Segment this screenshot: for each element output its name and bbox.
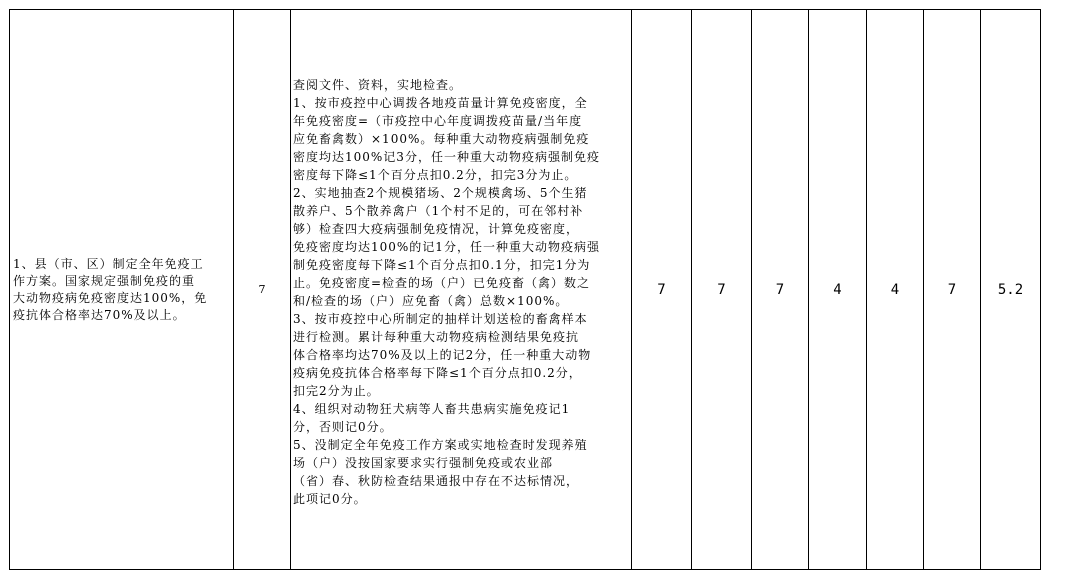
method-line: 止。免疫密度=检查的场（户）已免疫畜（禽）数之	[293, 276, 591, 290]
method-line: 和/检查的场（户）应免畜（禽）总数×100%。	[293, 294, 569, 308]
item-line: 作方案。国家规定强制免疫的重	[13, 273, 196, 288]
method-line: 1、按市疫控中心调拨各地疫苗量计算免疫密度，全	[293, 96, 588, 110]
method-line: 散养户、5个散养禽户（1个村不足的，可在邻村补	[293, 204, 584, 218]
method-line: 密度每下降≤1个百分点扣0.2分，扣完3分为止。	[293, 168, 578, 182]
method-line: 进行检测。累计每种重大动物疫病检测结果免疫抗	[293, 330, 580, 344]
score-cell: 5.2	[981, 10, 1041, 570]
method-line: 应免畜禽数）×100%。每种重大动物疫病强制免疫	[293, 132, 590, 146]
method-line: 5、没制定全年免疫工作方案或实地检查时发现养殖	[293, 438, 588, 452]
assessment-table	[9, 9, 1041, 570]
method-line: 此项记0分。	[293, 492, 367, 506]
method-line: （省）春、秋防检查结果通报中存在不达标情况，	[293, 474, 580, 488]
score-cell: 4	[867, 10, 924, 570]
method-line: 年免疫密度=（市疫控中心年度调拨疫苗量/当年度	[293, 114, 583, 128]
assessment-method-cell	[291, 10, 632, 570]
table-row	[10, 10, 1041, 570]
score-cell: 7	[632, 10, 692, 570]
method-line: 体合格率均达70%及以上的记2分，任一种重大动物	[293, 348, 592, 362]
item-line: 疫抗体合格率达70%及以上。	[13, 307, 186, 322]
item-line: 1、县（市、区）制定全年免疫工	[13, 256, 204, 271]
score-cell: 4	[809, 10, 867, 570]
method-line: 够）检查四大疫病强制免疫情况，计算免疫密度，	[293, 222, 580, 236]
score-cell: 7	[924, 10, 981, 570]
method-line: 4、组织对动物狂犬病等人畜共患病实施免疫记1	[293, 402, 571, 416]
method-line: 制免疫密度每下降≤1个百分点扣0.1分，扣完1分为	[293, 258, 591, 272]
assessment-item-cell	[10, 10, 234, 570]
standard-score-cell: 7	[234, 10, 291, 570]
method-line: 场（户）没按国家要求实行强制免疫或农业部	[293, 456, 554, 470]
method-line: 查阅文件、资料，实地检查。	[293, 78, 463, 92]
method-line: 2、实地抽查2个规模猪场、2个规模禽场、5个生猪	[293, 186, 588, 200]
method-line: 疫病免疫抗体合格率每下降≤1个百分点扣0.2分，	[293, 366, 582, 380]
method-line: 3、按市疫控中心所制定的抽样计划送检的畜禽样本	[293, 312, 588, 326]
method-line: 免疫密度均达100%的记1分，任一种重大动物疫病强	[293, 240, 600, 254]
method-line: 分，否则记0分。	[293, 420, 393, 434]
score-cell: 7	[752, 10, 809, 570]
method-line: 扣完2分为止。	[293, 384, 380, 398]
item-line: 大动物疫病免疫密度达100%，免	[13, 290, 208, 305]
method-line: 密度均达100%记3分，任一种重大动物疫病强制免疫	[293, 150, 600, 164]
score-cell: 7	[692, 10, 752, 570]
